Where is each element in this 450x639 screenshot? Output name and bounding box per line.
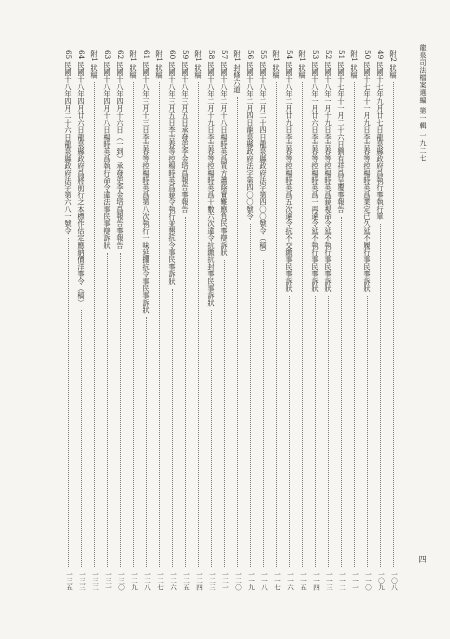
toc-entry	[114, 50, 127, 590]
toc-entry-page: 一三二	[91, 570, 99, 590]
leader-dots	[289, 296, 290, 567]
toc-entry	[296, 50, 309, 590]
toc-entry-title: 49 民國十七年九月廿七日龍泉縣政府爲執行事執行單	[376, 50, 385, 220]
toc-entry-title: 52 民國十八年一月十九日李吉春等控楊時英爲藐視命令延不執行事民事訴狀	[324, 50, 333, 292]
leader-dots	[198, 82, 199, 566]
toc-entry-title: 53 民國十八年一月廿六日李吉春等控楊時英爲一再違令延不執行事民事訴狀	[311, 50, 320, 292]
toc-entry	[192, 50, 205, 590]
toc-entry	[361, 50, 374, 590]
leader-dots	[354, 82, 355, 566]
toc-entry	[387, 50, 400, 590]
toc-entry-title: 56 民國十八年二月四日龍泉縣政府法字第四〇〇號令	[246, 50, 255, 220]
leader-dots	[120, 253, 121, 567]
toc-entry-page: 一二八	[143, 570, 151, 590]
toc-entry-page: 一二六	[169, 570, 177, 590]
toc-entry	[62, 50, 75, 590]
toc-entry	[179, 50, 192, 590]
toc-entry	[231, 50, 244, 590]
toc-entry	[257, 50, 270, 590]
table-of-contents	[62, 50, 400, 590]
toc-entry	[101, 50, 114, 590]
toc-entry-page: 一一一	[351, 570, 359, 590]
toc-entry-title: 55 民國十八年二月二十四日龍泉縣政府法字第四〇〇號令（稿）	[259, 50, 268, 256]
toc-entry-page: 一二五	[182, 570, 190, 590]
toc-entry-title: 54 民國十八年二月廿九日李吉春等控楊時英爲五次違令抗不交繳事民事訴狀	[285, 50, 294, 292]
toc-entry-title: 57 民國十八年二月十八日楊時英爲買方蕭蔭實難應負民事辯訴狀	[220, 50, 229, 256]
toc-entry-title: 65 民國十八年四月二十六日龍泉縣政府法字第六八一號令	[64, 50, 73, 235]
toc-entry	[88, 50, 101, 590]
toc-entry-title: 62 民國十八年四月十六日（一到）承發吏李金培爲報告事報告	[116, 50, 125, 249]
toc-entry-page: 一二九	[130, 570, 138, 590]
toc-entry-page: 一一七	[273, 570, 281, 590]
toc-entry-title: 附1 封條六道	[233, 50, 242, 93]
leader-dots	[315, 296, 316, 567]
leader-dots	[133, 82, 134, 566]
toc-entry	[75, 50, 88, 590]
toc-entry	[374, 50, 387, 590]
toc-entry-page: 一二四	[195, 570, 203, 590]
toc-entry-title: 附1 狀稿	[90, 50, 99, 79]
leader-dots	[328, 296, 329, 567]
toc-entry	[322, 50, 335, 590]
toc-entry-page: 一一二	[338, 570, 346, 590]
toc-entry	[127, 50, 140, 590]
toc-entry-title: 附1 狀稿	[298, 50, 307, 79]
leader-dots	[172, 289, 173, 567]
toc-entry	[205, 50, 218, 590]
toc-entry-title: 51 民國十七年十一月二十六日劉有祥爲呈覆事報告	[337, 50, 346, 213]
leader-dots	[341, 217, 342, 567]
toc-entry-title: 附1 狀稿	[272, 50, 281, 79]
leader-dots	[81, 310, 82, 566]
toc-entry-title: 附1 狀稿	[350, 50, 359, 79]
toc-entry	[309, 50, 322, 590]
toc-entry-page: 一一六	[286, 570, 294, 590]
toc-entry	[218, 50, 231, 590]
toc-entry-title: 附1 狀稿	[155, 50, 164, 79]
toc-entry-title: 59 民國十八年三月五日承發吏李金培爲報告事報告	[181, 50, 190, 213]
leader-dots	[393, 82, 394, 566]
leader-dots	[250, 224, 251, 567]
toc-entry-page: 一二七	[156, 570, 164, 590]
leader-dots	[302, 82, 303, 566]
leader-dots	[237, 97, 238, 567]
toc-entry-page: 一一〇	[364, 570, 372, 590]
leader-dots	[276, 82, 277, 566]
toc-entry-page: 一一八	[260, 570, 268, 590]
leader-dots	[159, 82, 160, 566]
running-header: 龍泉司法檔案選編 第一輯 一九二七	[419, 44, 427, 162]
leader-dots	[68, 238, 69, 566]
leader-dots	[146, 317, 147, 566]
toc-entry	[335, 50, 348, 590]
toc-entry-page: 一二〇	[234, 570, 242, 590]
toc-entry-title: 64 民國十八年四月廿六日龍泉縣政府爲將前行之本標作估定應納價洋事令（稿）	[77, 50, 86, 307]
toc-entry-page: 一一五	[299, 570, 307, 590]
leader-dots	[224, 260, 225, 567]
toc-entry-title: 63 民國十八年四月十八日楊時英爲執行命令違法事民事辯訴狀	[103, 50, 112, 249]
page-number: 四	[418, 555, 427, 563]
toc-entry	[270, 50, 283, 590]
toc-entry-page: 一〇九	[377, 570, 385, 590]
toc-entry-page: 一三五	[65, 570, 73, 590]
toc-entry-title: 附1 狀稿	[129, 50, 138, 79]
toc-entry-page: 一一四	[312, 570, 320, 590]
toc-entry-page: 一一三	[325, 570, 333, 590]
leader-dots	[185, 217, 186, 567]
toc-entry	[283, 50, 296, 590]
toc-entry-title: 61 民國十八年三月十三日李吉春等控楊時英爲第八次執行一味延擱抗令事民事訴狀	[142, 50, 151, 314]
toc-entry	[153, 50, 166, 590]
toc-entry	[348, 50, 361, 590]
toc-entry	[140, 50, 153, 590]
leader-dots	[367, 296, 368, 567]
toc-entry-page: 一二一	[221, 570, 229, 590]
toc-entry-title: 附2 狀稿	[389, 50, 398, 79]
toc-entry-title: 60 民國十八年三月五日李吉春等控楊時英爲藐令執行並懇抗令事民事訴狀	[168, 50, 177, 285]
leader-dots	[263, 260, 264, 567]
toc-entry-page: 一三〇	[117, 570, 125, 590]
leader-dots	[94, 82, 95, 566]
leader-dots	[211, 310, 212, 566]
toc-entry-page: 一三一	[104, 570, 112, 590]
leader-dots	[380, 224, 381, 567]
toc-entry-page: 一二三	[208, 570, 216, 590]
toc-entry-page: 一三三	[78, 570, 86, 590]
toc-entry	[166, 50, 179, 590]
toc-entry	[244, 50, 257, 590]
toc-entry-page: 一一九	[247, 570, 255, 590]
toc-entry-title: 50 民國十七年十一月九日李吉春等控楊時英爲業定已久延不履行事民事訴狀	[363, 50, 372, 292]
toc-entry-title: 附1 狀稿	[194, 50, 203, 79]
toc-entry-title: 58 民國十八年二月十九日李吉春等控楊時英爲十數六次違令抗繳抗封事民事訴狀	[207, 50, 216, 307]
toc-entry-page: 一〇八	[390, 570, 398, 590]
leader-dots	[107, 253, 108, 567]
